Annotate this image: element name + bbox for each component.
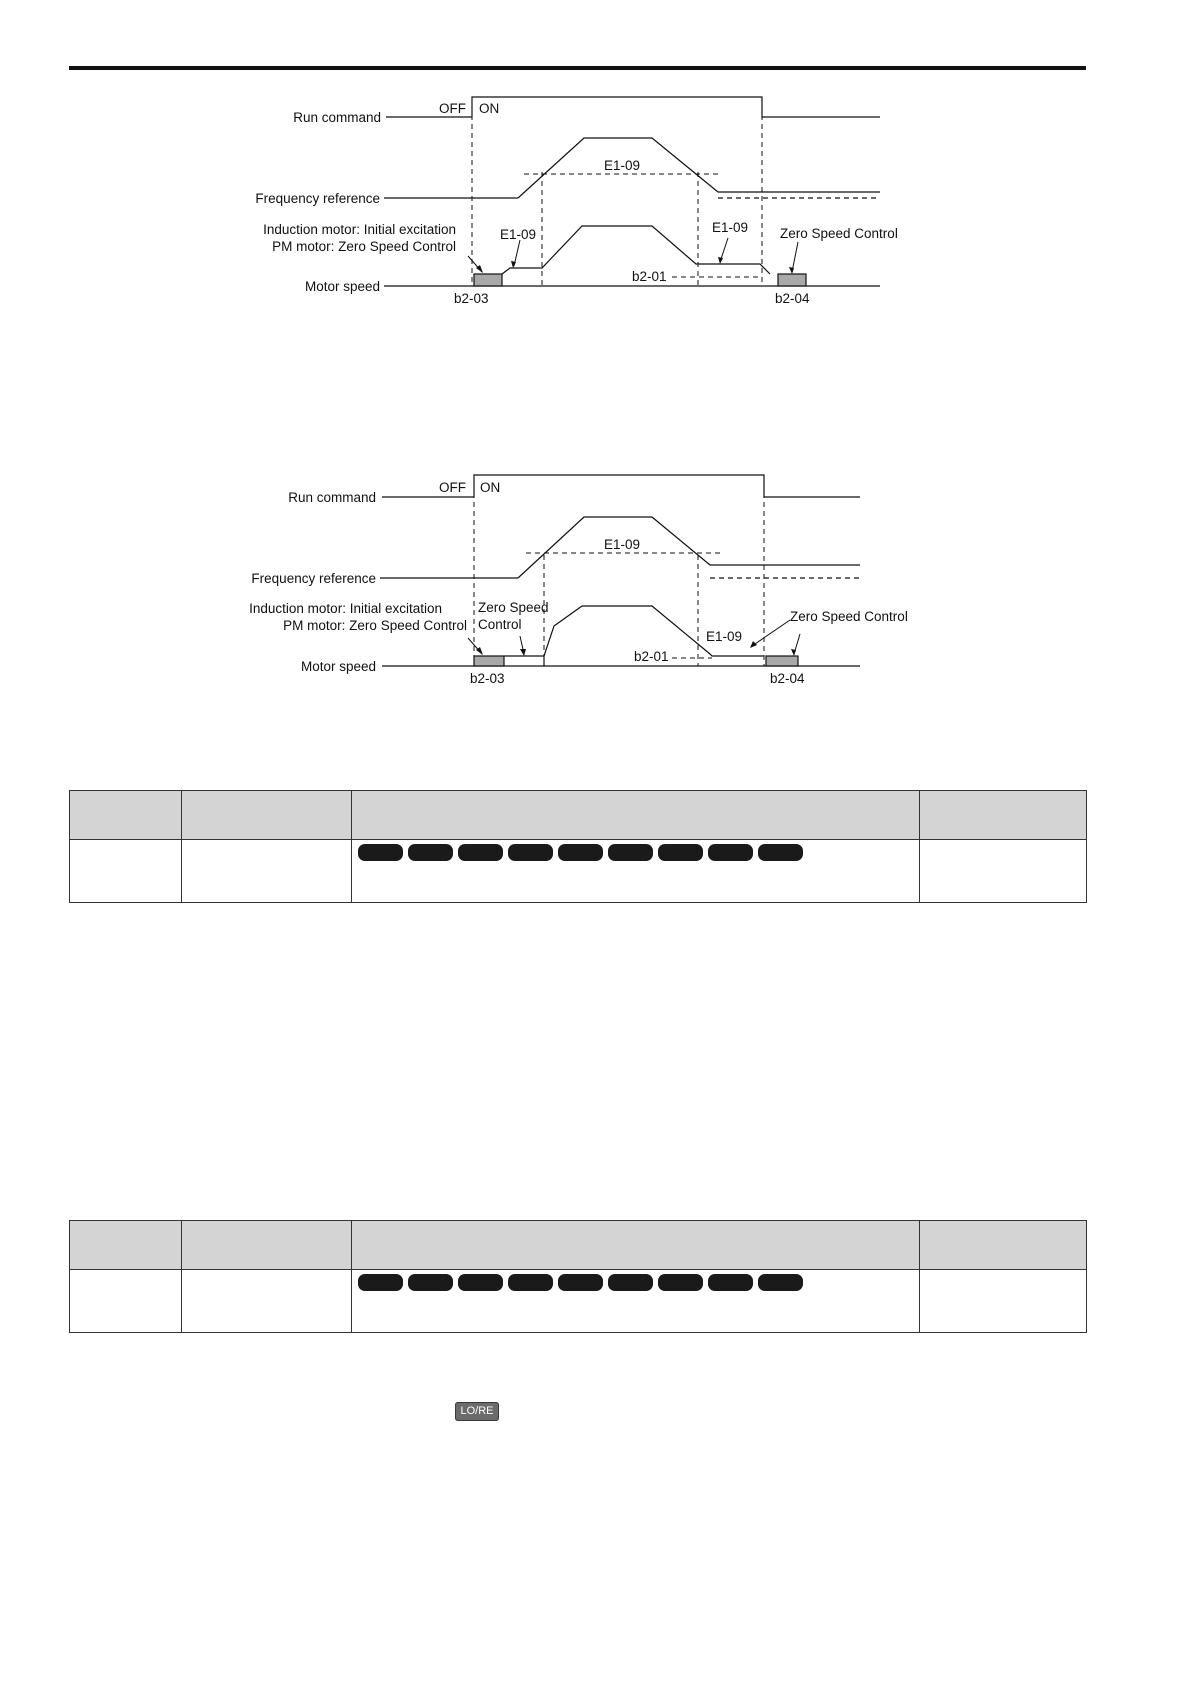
run-command-label: Run command bbox=[293, 110, 381, 125]
control-method-pills bbox=[352, 840, 919, 861]
header-cell bbox=[352, 1221, 920, 1270]
zero-speed-control-label: Zero Speed Control bbox=[790, 609, 908, 624]
control-method-pill bbox=[758, 844, 803, 861]
b2-01-label: b2-01 bbox=[632, 269, 667, 284]
table-row bbox=[70, 1270, 1087, 1333]
table-row bbox=[70, 840, 1087, 903]
table-cell bbox=[182, 1270, 352, 1333]
control-method-pill bbox=[358, 1274, 403, 1291]
control-method-pill bbox=[708, 1274, 753, 1291]
e1-09-right-label: E1-09 bbox=[706, 629, 743, 644]
pm-motor-label: PM motor: Zero Speed Control bbox=[283, 618, 467, 633]
induction-motor-label: Induction motor: Initial excitation bbox=[263, 222, 456, 237]
control-method-pill bbox=[458, 844, 503, 861]
table-cell bbox=[352, 1270, 920, 1333]
control-method-pill bbox=[608, 1274, 653, 1291]
e1-09-top-label: E1-09 bbox=[604, 537, 641, 552]
control-method-pill bbox=[658, 844, 703, 861]
control-method-pill bbox=[708, 844, 753, 861]
frequency-reference-label: Frequency reference bbox=[255, 191, 380, 206]
header-cell bbox=[182, 1221, 352, 1270]
parameter-table-1 bbox=[69, 790, 1087, 903]
zero-speed-control-label: Zero Speed Control bbox=[780, 226, 898, 241]
table-header-row bbox=[70, 791, 1087, 840]
induction-motor-label: Induction motor: Initial excitation bbox=[249, 601, 442, 616]
timing-diagram-1 bbox=[0, 0, 1191, 320]
header-cell bbox=[352, 791, 920, 840]
motor-speed-label: Motor speed bbox=[300, 659, 376, 674]
b2-03-label: b2-03 bbox=[470, 671, 505, 686]
control-method-pill bbox=[458, 1274, 503, 1291]
e1-09-right-label: E1-09 bbox=[712, 220, 749, 235]
run-command-label: Run command bbox=[288, 490, 376, 505]
on-label: ON bbox=[479, 101, 500, 116]
control-method-pill bbox=[508, 1274, 553, 1291]
pm-motor-label: PM motor: Zero Speed Control bbox=[272, 239, 456, 254]
timing-diagram-2 bbox=[0, 440, 1191, 700]
control-method-pill bbox=[658, 1274, 703, 1291]
b2-03-label: b2-03 bbox=[454, 291, 489, 306]
zero-speed-line2-label: Control bbox=[478, 617, 522, 632]
off-label: OFF bbox=[439, 101, 466, 116]
table-cell bbox=[352, 840, 920, 903]
lo-re-key-icon: LO/RE bbox=[455, 1402, 499, 1421]
motor-speed-label: Motor speed bbox=[304, 279, 380, 294]
control-method-pill bbox=[608, 844, 653, 861]
e1-09-top-label: E1-09 bbox=[604, 158, 641, 173]
header-cell bbox=[920, 1221, 1087, 1270]
header-cell bbox=[70, 791, 182, 840]
control-method-pill bbox=[558, 1274, 603, 1291]
parameter-table-2 bbox=[69, 1220, 1087, 1333]
control-method-pill bbox=[758, 1274, 803, 1291]
b2-04-label: b2-04 bbox=[770, 671, 805, 686]
e1-09-left-label: E1-09 bbox=[500, 227, 537, 242]
header-cell bbox=[70, 1221, 182, 1270]
table-cell bbox=[70, 1270, 182, 1333]
table-header-row bbox=[70, 1221, 1087, 1270]
control-method-pill bbox=[408, 844, 453, 861]
on-label: ON bbox=[480, 480, 501, 495]
header-cell bbox=[182, 791, 352, 840]
table-cell bbox=[920, 840, 1087, 903]
control-method-pill bbox=[508, 844, 553, 861]
b2-04-label: b2-04 bbox=[775, 291, 810, 306]
table-cell bbox=[70, 840, 182, 903]
off-label: OFF bbox=[439, 480, 466, 495]
control-method-pill bbox=[558, 844, 603, 861]
control-method-pills bbox=[352, 1270, 919, 1291]
table-cell bbox=[182, 840, 352, 903]
control-method-pill bbox=[358, 844, 403, 861]
header-cell bbox=[920, 791, 1087, 840]
frequency-reference-label: Frequency reference bbox=[251, 571, 376, 586]
zero-speed-line1-label: Zero Speed bbox=[478, 600, 549, 615]
control-method-pill bbox=[408, 1274, 453, 1291]
b2-01-label: b2-01 bbox=[634, 649, 669, 664]
table-cell bbox=[920, 1270, 1087, 1333]
